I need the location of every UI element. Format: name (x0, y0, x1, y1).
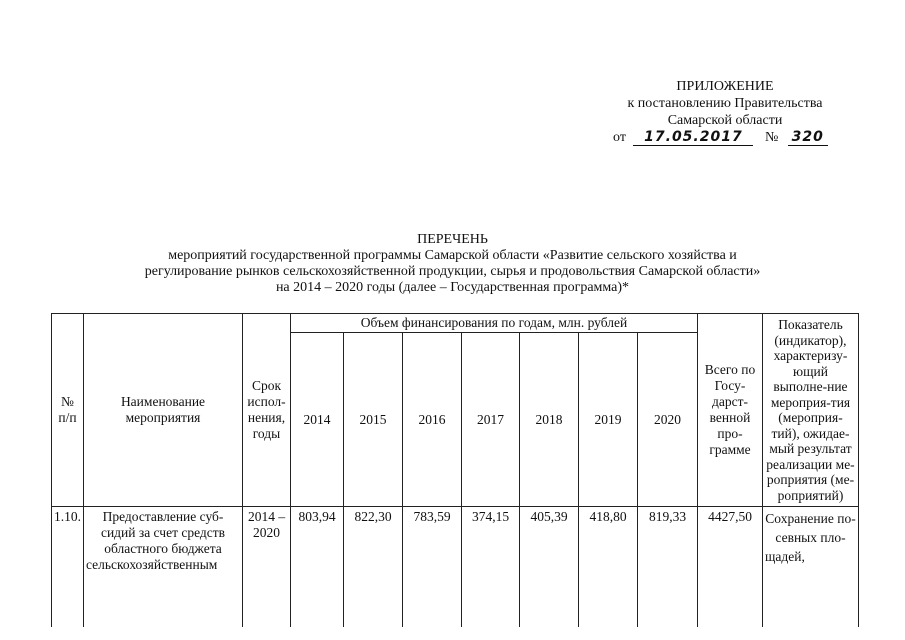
row-result: Сохранение по-севных пло-щадей, (763, 507, 859, 627)
order-date-number-line (613, 129, 828, 146)
number-prefix: № (764, 130, 779, 145)
header-year: 2018 (520, 333, 579, 507)
handwritten-number: 320 (788, 129, 828, 146)
header-year: 2017 (462, 333, 520, 507)
appendix-line-2: к постановлению Правительства (627, 96, 823, 111)
header-name: Наименование мероприятия (84, 314, 243, 507)
table-row (52, 507, 859, 627)
header-total: Всего по Госу-дарст-венной про-грамме (698, 314, 763, 507)
row-value: 405,39 (520, 507, 579, 627)
header-num: № п/п (52, 314, 84, 507)
header-indicator: Показатель (индикатор), характеризу-ющий выполне-ние мероприя-тия (мероприя-тий), ожидае-мый результат реализации ме-роприятия (ме-роприятий) (763, 314, 859, 507)
row-value: 822,30 (344, 507, 403, 627)
header-year: 2014 (291, 333, 344, 507)
title-line-1: мероприятий государственной программы Самарской области «Развитие сельского хозяйства и (168, 248, 737, 263)
row-value: 374,15 (462, 507, 520, 627)
row-period: 2014 – 2020 (243, 507, 291, 627)
row-value: 418,80 (579, 507, 638, 627)
measures-table (51, 313, 859, 627)
row-total: 4427,50 (698, 507, 763, 627)
document-title (100, 232, 805, 296)
row-value: 783,59 (403, 507, 462, 627)
appendix-title: ПРИЛОЖЕНИЕ (676, 79, 774, 94)
header-period: Срок испол-нения, годы (243, 314, 291, 507)
title-line-2: регулирование рынков сельскохозяйственной продукции, сырья и продовольствия Самарской области» (144, 264, 761, 279)
header-year: 2020 (638, 333, 698, 507)
title-line-3: на 2014 – 2020 годы (далее – Государственная программа)* (275, 280, 630, 295)
handwritten-date: 17.05.2017 (633, 129, 753, 146)
appendix-block (600, 78, 850, 129)
row-num: 1.10. (52, 507, 84, 627)
header-funding-group: Объем финансирования по годам, млн. рублей (291, 314, 698, 333)
title-heading: ПЕРЕЧЕНЬ (417, 232, 488, 247)
row-name: Предоставление суб-сидий за счет средств областного бюджета сельскохозяйственным (84, 507, 243, 627)
row-value: 803,94 (291, 507, 344, 627)
appendix-line-3: Самарской области (667, 113, 783, 128)
date-prefix: от (613, 130, 626, 145)
row-value: 819,33 (638, 507, 698, 627)
header-year: 2019 (579, 333, 638, 507)
header-year: 2015 (344, 333, 403, 507)
header-year: 2016 (403, 333, 462, 507)
